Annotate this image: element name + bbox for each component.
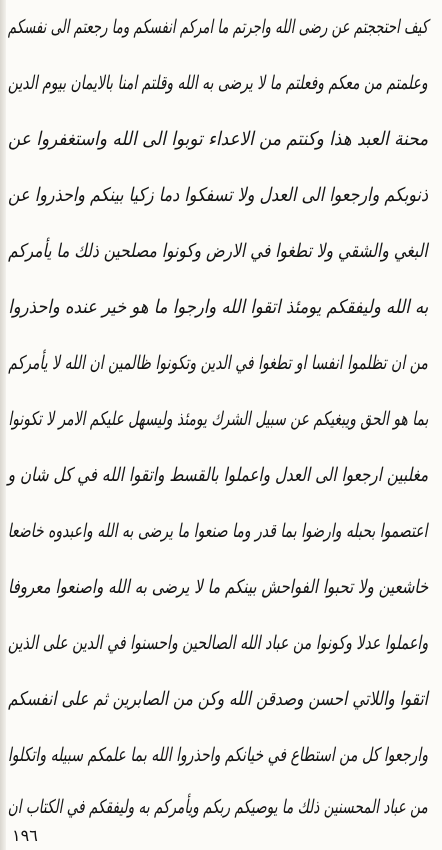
manuscript-line-1: كيف احتججتم عن رضى الله واجرتم ما امركم انفسكم وما رجعتم الى نفسكم [7,16,428,38]
manuscript-line-8: بما هو الحق ويبغيكم عن سبيل الشرك يومئذ وليسهل عليكم الامر لا تكونوا [7,408,428,430]
page-edge-shadow [0,0,6,850]
manuscript-line-7: من ان تظلموا انفسا او تطغوا في الدين وتكونوا ظالمين ان الله لا يأمركم [8,352,428,374]
manuscript-line-10: اعتصموا بحبله وارضوا بما قدر وما صنعوا ما يرضى به الله واعبدوه خاضعا [8,520,428,542]
manuscript-line-15: من عباد المحسنين ذلك ما يوصيكم ربكم ويأمركم به وليفقكم في الكتاب ان [7,796,428,818]
manuscript-line-4: ذنوبكم وارجعوا الى العدل ولا تسفكوا دما زكيا بينكم واحذروا عن [7,184,428,206]
manuscript-line-3: محنة العبد هذا وكنتم من الاعداء توبوا الى الله واستغفروا عن [7,128,428,150]
page-number: ١٩٦ [12,826,38,845]
manuscript-line-6: به الله وليفقكم يومئذ اتقوا الله وارجوا ما هو خير عنده واحذروا [7,296,428,318]
manuscript-line-5: البغي والشقي ولا تطغوا في الارض وكونوا مصلحين ذلك ما يأمركم [8,240,428,262]
manuscript-line-9: مغلبين ارجعوا الى العدل واعملوا بالقسط واتقوا الله في كل شان و [7,464,428,486]
manuscript-line-2: وعلمتم من معكم وفعلتم ما لا يرضى به الله وقلتم امنا بالايمان بيوم الدين [8,72,428,94]
manuscript-line-12: واعملوا عدلا وكونوا من عباد الله الصالحين واحسنوا في الدين على الذين [7,632,428,654]
manuscript-line-13: اتقوا واللاتي احسن وصدقن الله وكن من الصابرين ثم على انفسكم [8,688,428,710]
manuscript-line-14: وارجعوا كل من استطاع في خيانكم واحذروا الله بما علمكم سبيله واتكلوا [7,744,428,766]
manuscript-line-11: خاشعين ولا تحبوا الفواحش بينكم ما لا يرضى به الله واصنعوا معروفا [7,576,428,598]
